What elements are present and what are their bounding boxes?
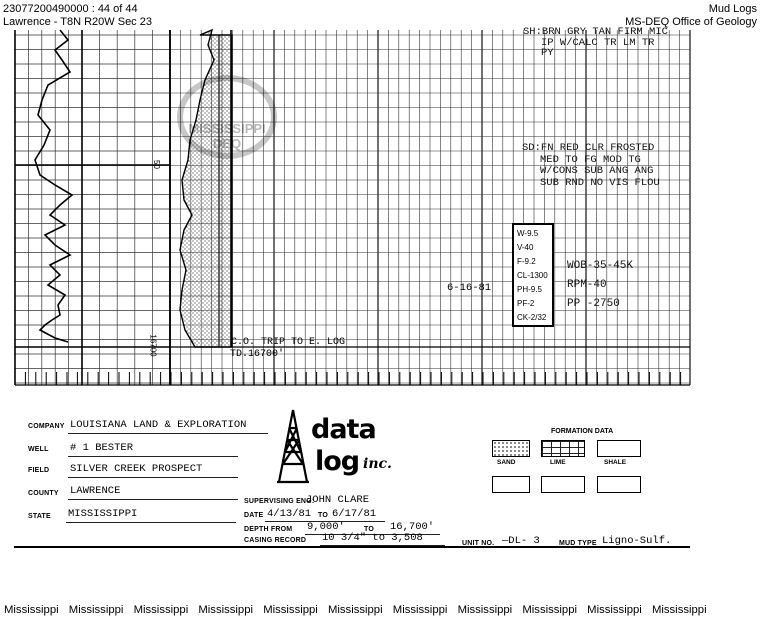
drilling-parameters (567, 257, 633, 314)
depth-label-50: 50 (151, 160, 161, 169)
lime-legend-label: LIME (550, 459, 566, 466)
well-value: # 1 BESTER (70, 442, 134, 454)
mud-prop: F-9.2 (517, 257, 536, 266)
footer-state-text: Mississippi (457, 604, 513, 616)
well-underline (68, 456, 238, 457)
td-note: TD.16700' (230, 349, 285, 360)
drill-rate-curve (35, 30, 72, 342)
logo-word-data: data (311, 414, 376, 445)
state-value: MISSISSIPPI (68, 508, 138, 520)
desc-line: SUB RND NO VIS FLOU (540, 176, 660, 189)
field-label: FIELD (28, 467, 50, 474)
depth-to-value: 16,700' (390, 521, 435, 533)
field-underline (68, 477, 238, 478)
location-label: Lawrence - T8N R20W Sec 23 (3, 16, 152, 28)
footer-state-text: Mississippi (68, 604, 124, 616)
county-value: LAWRENCE (70, 485, 121, 497)
logo-word-log: log (315, 446, 360, 477)
mud-properties-box (512, 223, 554, 327)
desc-line: PY (541, 47, 554, 59)
field-value: SILVER CREEK PROSPECT (70, 463, 203, 475)
footer-state-text: Mississippi (198, 604, 253, 616)
watermark-line1: MISSISSIPPI (188, 121, 266, 136)
date-label: DATE (244, 512, 264, 519)
unit-label: UNIT NO. (462, 540, 495, 547)
blank-legend-box-1 (492, 476, 530, 493)
derrick-icon (275, 408, 311, 484)
logo-word-inc: inc. (363, 456, 392, 472)
date-to-value: 6/17/81 (332, 508, 377, 520)
footer-state-text: Mississippi (392, 604, 448, 616)
footer-state-text: Mississippi (133, 604, 189, 616)
desc-line: IP W/CALC TR LM TR (541, 36, 655, 49)
mud-prop: V-40 (517, 243, 534, 252)
depth-to-label: TO (364, 526, 374, 533)
supervising-label: SUPERVISING ENG: (244, 498, 315, 505)
blank-legend-box-2 (541, 476, 585, 493)
footer-state-text: Mississippi (263, 604, 318, 616)
company-value: LOUISIANA LAND & EXPLORATION (70, 419, 247, 431)
mud-prop: PF-2 (517, 299, 535, 308)
drill-param: WOB-35-45K (567, 260, 634, 272)
footer-state-repeat (4, 604, 763, 616)
sand-legend-box (492, 440, 530, 457)
shale-legend-box (597, 440, 641, 457)
document-type: Mud Logs (708, 3, 757, 15)
drill-param: PP -2750 (567, 298, 620, 310)
desc-line: W/CONS SUB ANG ANG (540, 165, 654, 177)
footer-state-text: Mississippi (4, 604, 59, 616)
footer-state-text: Mississippi (522, 604, 577, 616)
state-label: STATE (28, 513, 51, 520)
mud-prop: CK-2/32 (517, 313, 547, 322)
mud-prop: CL-1300 (517, 271, 548, 280)
footer-state-text: Mississippi (651, 604, 707, 616)
date-to-label: TO (318, 512, 328, 519)
watermark-line2: DEQ (212, 136, 242, 151)
date-from-value: 4/13/81 (267, 508, 312, 520)
agency-label: MS-DEQ Office of Geology (625, 16, 757, 28)
sand-description (522, 143, 660, 189)
document-id: 23077200490000 : 44 of 44 (3, 3, 138, 15)
desc-line: MED TO FG MOD TG (540, 153, 641, 166)
well-label: WELL (28, 446, 49, 453)
mud-prop: W-9.5 (517, 229, 539, 238)
mud-type-value: Ligno-Sulf. (602, 535, 672, 547)
deq-watermark (172, 75, 282, 151)
casing-value: 10 3/4" to 3,508 (322, 532, 423, 544)
sand-legend-label: SAND (497, 459, 516, 466)
company-label: COMPANY (28, 423, 65, 430)
county-label: COUNTY (28, 490, 59, 497)
depth-label: DEPTH FROM (244, 526, 293, 533)
lime-legend-box (541, 440, 585, 457)
desc-line: SH:BRN GRY TAN FIRM MIC (523, 26, 668, 38)
drill-param: RPM-40 (567, 279, 607, 291)
footer-state-text: Mississippi (587, 604, 642, 616)
datalog-logo (275, 408, 400, 486)
unit-value: —DL- 3 (502, 535, 540, 547)
trip-note: C.O. TRIP TO E. LOG (231, 337, 346, 348)
shale-legend-label: SHALE (604, 459, 627, 466)
county-underline (68, 499, 238, 500)
shale-description (523, 27, 668, 59)
form-bottom-rule (14, 546, 690, 548)
casing-label: CASING RECORD (244, 537, 307, 544)
desc-line: SD:FN RED CLR FROSTED (522, 142, 655, 154)
company-underline (68, 433, 268, 434)
mud-prop: PH-9.5 (517, 285, 542, 294)
depth-from-value: 9,000' (307, 521, 345, 533)
supervising-value: JOHN CLARE (306, 494, 370, 506)
state-underline (66, 522, 236, 523)
footer-state-text: Mississippi (327, 604, 383, 616)
mud-type-label: MUD TYPE (559, 540, 597, 547)
blank-legend-box-3 (597, 476, 641, 493)
formation-data-title: FORMATION DATA (551, 428, 614, 435)
depth-label-16700: 16700 (148, 334, 158, 357)
date-note: 6-16-81 (447, 282, 492, 294)
